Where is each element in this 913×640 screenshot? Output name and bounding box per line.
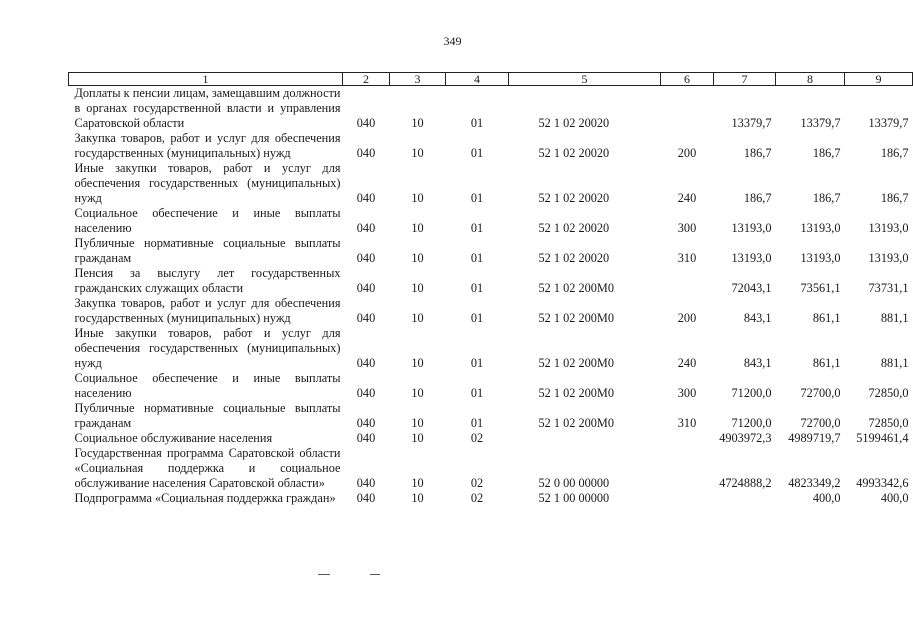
column-number-header-row: [69, 73, 913, 86]
cell-ministry: 040: [356, 281, 376, 295]
cell-amount-year1: 13193,0: [731, 251, 772, 265]
cell-amount-year3: 881,1: [880, 356, 909, 370]
table-row: [69, 446, 913, 491]
cell-ministry: 040: [356, 356, 376, 370]
row-name: Закупка товаров, работ и услуг для обеспечения государственных (муниципальных) нужд: [74, 131, 341, 160]
cell-amount-year2: 13379,7: [800, 116, 841, 130]
cell-subsection: 01: [470, 116, 484, 130]
row-name: Пенсия за выслугу лет государственных гражданских служащих области: [74, 266, 341, 295]
cell-target-article: 52 1 02 200М0: [538, 356, 614, 370]
cell-amount-year3: 881,1: [880, 311, 909, 325]
cell-target-article: 52 1 02 20020: [538, 191, 610, 205]
cell-amount-year2: 4823349,2: [788, 476, 841, 490]
cell-expense-type: [661, 446, 714, 491]
cell-expense-type: 300: [677, 386, 697, 400]
cell-amount-year1: 186,7: [743, 191, 772, 205]
cell-section: 10: [411, 221, 424, 235]
cell-section: 10: [411, 116, 424, 130]
cell-subsection: 01: [470, 416, 484, 430]
table-row: [69, 86, 913, 132]
cell-target-article: 52 1 02 20020: [538, 251, 610, 265]
cell-section: 10: [411, 281, 424, 295]
cell-amount-year2: 13193,0: [800, 221, 841, 235]
cell-ministry: 040: [356, 386, 376, 400]
scan-mark: [370, 574, 380, 575]
cell-amount-year3: 13193,0: [868, 221, 909, 235]
cell-target-article: 52 1 02 20020: [538, 146, 610, 160]
cell-amount-year2: 861,1: [812, 356, 841, 370]
cell-expense-type: [661, 86, 714, 132]
column-header: 7: [714, 73, 776, 86]
cell-amount-year2: 72700,0: [800, 386, 841, 400]
table-row: [69, 491, 913, 506]
cell-expense-type: [661, 491, 714, 506]
cell-amount-year3: 186,7: [880, 191, 909, 205]
cell-ministry: 040: [356, 416, 376, 430]
column-header: 1: [69, 73, 343, 86]
budget-table: [68, 72, 913, 506]
cell-amount-year2: 72700,0: [800, 416, 841, 430]
cell-section: 10: [411, 146, 424, 160]
table-row: [69, 371, 913, 401]
cell-amount-year2: 186,7: [812, 191, 841, 205]
cell-amount-year1: 843,1: [743, 311, 772, 325]
cell-target-article: 52 1 02 200М0: [538, 311, 614, 325]
cell-expense-type: 300: [677, 221, 697, 235]
table-row: [69, 296, 913, 326]
cell-amount-year3: 5199461,4: [856, 431, 909, 445]
cell-amount-year3: 72850,0: [868, 416, 909, 430]
table-row: [69, 431, 913, 446]
page-number: 349: [443, 34, 462, 48]
table-row: [69, 401, 913, 431]
cell-target-article: 52 1 02 200М0: [538, 386, 614, 400]
cell-amount-year3: 186,7: [880, 146, 909, 160]
row-name: Социальное обслуживание населения: [74, 431, 273, 445]
cell-amount-year2: 861,1: [812, 311, 841, 325]
cell-subsection: 01: [470, 356, 484, 370]
row-name: Социальное обеспечение и иные выплаты населению: [74, 371, 341, 400]
table-body: [69, 86, 913, 507]
cell-subsection: 01: [470, 221, 484, 235]
cell-section: 10: [411, 251, 424, 265]
cell-amount-year3: 13379,7: [868, 116, 909, 130]
cell-target-article: 52 1 02 200М0: [538, 281, 614, 295]
table-row: [69, 161, 913, 206]
cell-amount-year2: 13193,0: [800, 251, 841, 265]
cell-expense-type: 240: [677, 191, 697, 205]
cell-subsection: 02: [470, 431, 484, 445]
cell-section: 10: [411, 431, 424, 445]
cell-ministry: 040: [356, 251, 376, 265]
cell-expense-type: [661, 431, 714, 446]
cell-amount-year3: 4993342,6: [856, 476, 909, 490]
row-name: Публичные нормативные социальные выплаты гражданам: [74, 401, 341, 430]
cell-amount-year1: 13193,0: [731, 221, 772, 235]
cell-ministry: 040: [356, 311, 376, 325]
cell-subsection: 01: [470, 281, 484, 295]
cell-section: 10: [411, 491, 424, 505]
cell-ministry: 040: [356, 491, 376, 505]
cell-subsection: 01: [470, 251, 484, 265]
cell-amount-year3: 73731,1: [868, 281, 909, 295]
row-name: Иные закупки товаров, работ и услуг для обеспечения государственных (муниципальных) нужд: [74, 161, 341, 205]
row-name: Подпрограмма «Социальная поддержка граждан»: [74, 491, 336, 505]
row-name: Социальное обеспечение и иные выплаты населению: [74, 206, 341, 235]
cell-amount-year1: 71200,0: [731, 386, 772, 400]
column-header: 6: [661, 73, 714, 86]
table-row: [69, 206, 913, 236]
row-name: Публичные нормативные социальные выплаты гражданам: [74, 236, 341, 265]
row-name: Государственная программа Саратовской области «Социальная поддержка и социальное обслуживание населения Саратовской области»: [74, 446, 341, 490]
cell-amount-year1: 13379,7: [731, 116, 772, 130]
cell-subsection: 01: [470, 191, 484, 205]
row-name: Доплаты к пенсии лицам, замещавшим должности в органах государственной власти и управления Саратовской области: [74, 86, 341, 130]
cell-section: 10: [411, 386, 424, 400]
cell-expense-type: [661, 266, 714, 296]
cell-amount-year1: [714, 491, 776, 506]
cell-section: 10: [411, 191, 424, 205]
cell-amount-year2: 4989719,7: [788, 431, 841, 445]
cell-amount-year2: 400,0: [812, 491, 841, 505]
cell-expense-type: 310: [677, 251, 697, 265]
cell-amount-year1: 843,1: [743, 356, 772, 370]
cell-target-article: 52 1 02 200М0: [538, 416, 614, 430]
cell-amount-year2: 73561,1: [800, 281, 841, 295]
cell-amount-year2: 186,7: [812, 146, 841, 160]
cell-amount-year1: 71200,0: [731, 416, 772, 430]
column-header: 8: [776, 73, 845, 86]
cell-target-article: 52 1 02 20020: [538, 221, 610, 235]
cell-ministry: 040: [356, 191, 376, 205]
cell-amount-year3: 400,0: [880, 491, 909, 505]
cell-section: 10: [411, 311, 424, 325]
column-header: 9: [845, 73, 913, 86]
column-header: 5: [509, 73, 661, 86]
cell-target-article: [509, 431, 661, 446]
cell-amount-year3: 13193,0: [868, 251, 909, 265]
cell-amount-year1: 186,7: [743, 146, 772, 160]
cell-ministry: 040: [356, 116, 376, 130]
row-name: Иные закупки товаров, работ и услуг для обеспечения государственных (муниципальных) нужд: [74, 326, 341, 370]
table-row: [69, 131, 913, 161]
cell-ministry: 040: [356, 431, 376, 445]
cell-target-article: 52 1 00 00000: [538, 491, 610, 505]
cell-target-article: 52 1 02 20020: [538, 116, 610, 130]
table-row: [69, 236, 913, 266]
cell-subsection: 02: [470, 491, 484, 505]
cell-subsection: 01: [470, 311, 484, 325]
column-header: 4: [446, 73, 509, 86]
row-name: Закупка товаров, работ и услуг для обеспечения государственных (муниципальных) нужд: [74, 296, 341, 325]
column-header: 2: [343, 73, 390, 86]
cell-section: 10: [411, 476, 424, 490]
column-header: 3: [390, 73, 446, 86]
cell-section: 10: [411, 356, 424, 370]
cell-expense-type: 240: [677, 356, 697, 370]
cell-ministry: 040: [356, 146, 376, 160]
cell-ministry: 040: [356, 476, 376, 490]
cell-ministry: 040: [356, 221, 376, 235]
cell-amount-year1: 4903972,3: [719, 431, 772, 445]
cell-section: 10: [411, 416, 424, 430]
cell-target-article: 52 0 00 00000: [538, 476, 610, 490]
cell-expense-type: 200: [677, 311, 697, 325]
cell-amount-year3: 72850,0: [868, 386, 909, 400]
cell-expense-type: 200: [677, 146, 697, 160]
table-row: [69, 266, 913, 296]
cell-subsection: 01: [470, 386, 484, 400]
cell-amount-year1: 4724888,2: [719, 476, 772, 490]
cell-expense-type: 310: [677, 416, 697, 430]
scan-mark: [318, 574, 330, 575]
cell-subsection: 02: [470, 476, 484, 490]
cell-amount-year1: 72043,1: [731, 281, 772, 295]
cell-subsection: 01: [470, 146, 484, 160]
table-row: [69, 326, 913, 371]
